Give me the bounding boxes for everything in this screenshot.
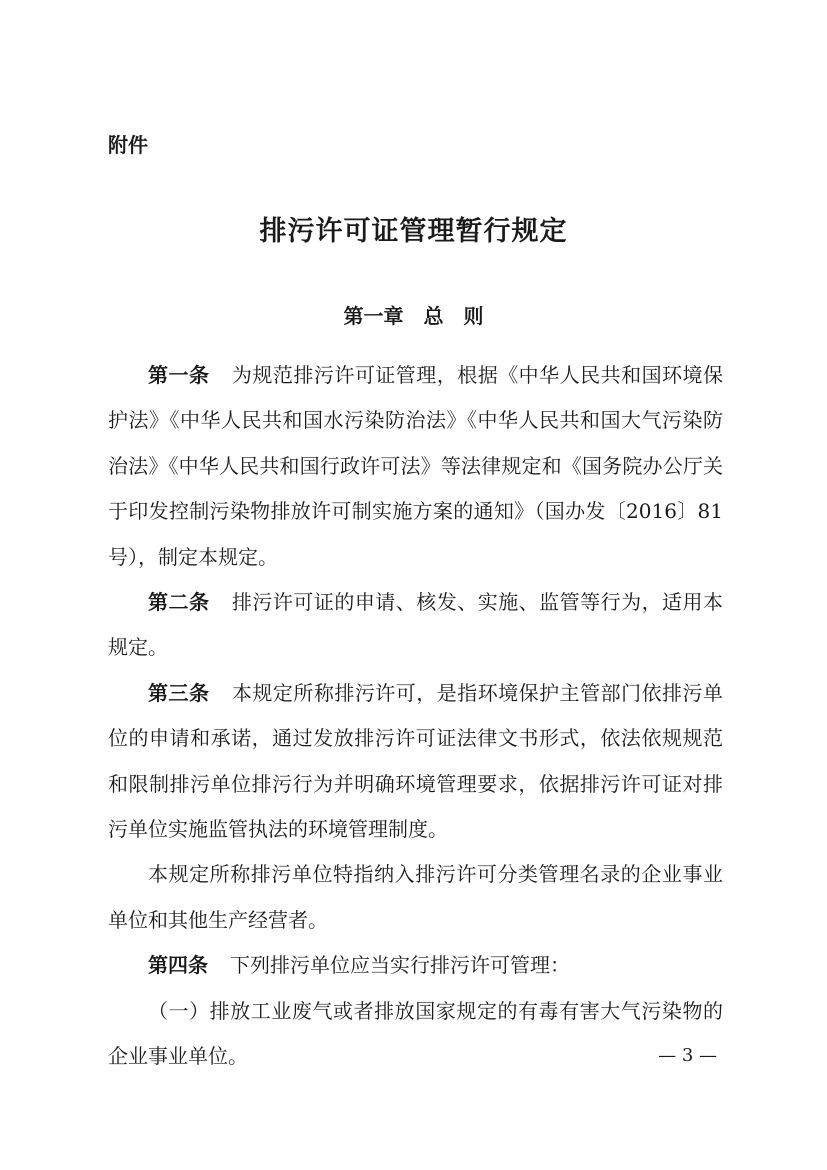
document-title: 排污许可证管理暂行规定	[259, 216, 568, 247]
article-2-label: 第二条	[148, 590, 210, 615]
article-1-paragraph	[108, 353, 723, 580]
article-3-paragraph	[108, 671, 723, 853]
article-1-label: 第一条	[148, 363, 210, 387]
article-2-text: 排污许可证的申请、核发、实施、监管等行为，适用本规定。	[108, 590, 724, 660]
article-4-paragraph	[108, 943, 723, 988]
document-body	[108, 353, 723, 1080]
article-3-label: 第三条	[148, 680, 210, 705]
article-4-label: 第四条	[148, 953, 208, 978]
article-3-supplement-paragraph	[108, 852, 723, 943]
article-4-text: 下列排污单位应当实行排污许可管理：	[230, 953, 570, 978]
article-1-text: 为规范排污许可证管理，根据《中华人民共和国环境保护法》《中华人民共和国水污染防治法》《中华人民共和国大气污染防治法》《中华人民共和国行政许可法》等法律规定和《国务院办公厅关于印发控制污染物排放许可制实施方案的通知》（国办发〔2016〕81号），制定本规定。	[108, 363, 724, 569]
page-number-text: — 3 —	[658, 1045, 717, 1066]
attachment-label: 附件	[108, 133, 148, 157]
article-3-text: 本规定所称排污许可，是指环境保护主管部门依排污单位的申请和承诺，通过发放排污许可证法律文书形式，依法依规规范和限制排污单位排污行为并明确环境管理要求，依据排污许可证对排污单位实施监管执法的环境管理制度。	[108, 680, 724, 842]
chapter-heading: 第一章 总 则	[343, 304, 484, 328]
article-3-supplement-text: 本规定所称排污单位特指纳入排污许可分类管理名录的企业事业单位和其他生产经营者。	[108, 862, 723, 932]
article-4-item-1-paragraph	[108, 989, 723, 1080]
article-4-item-1-text: （一）排放工业废气或者排放国家规定的有毒有害大气污染物的企业事业单位。	[108, 998, 723, 1069]
article-2-paragraph	[108, 580, 723, 671]
